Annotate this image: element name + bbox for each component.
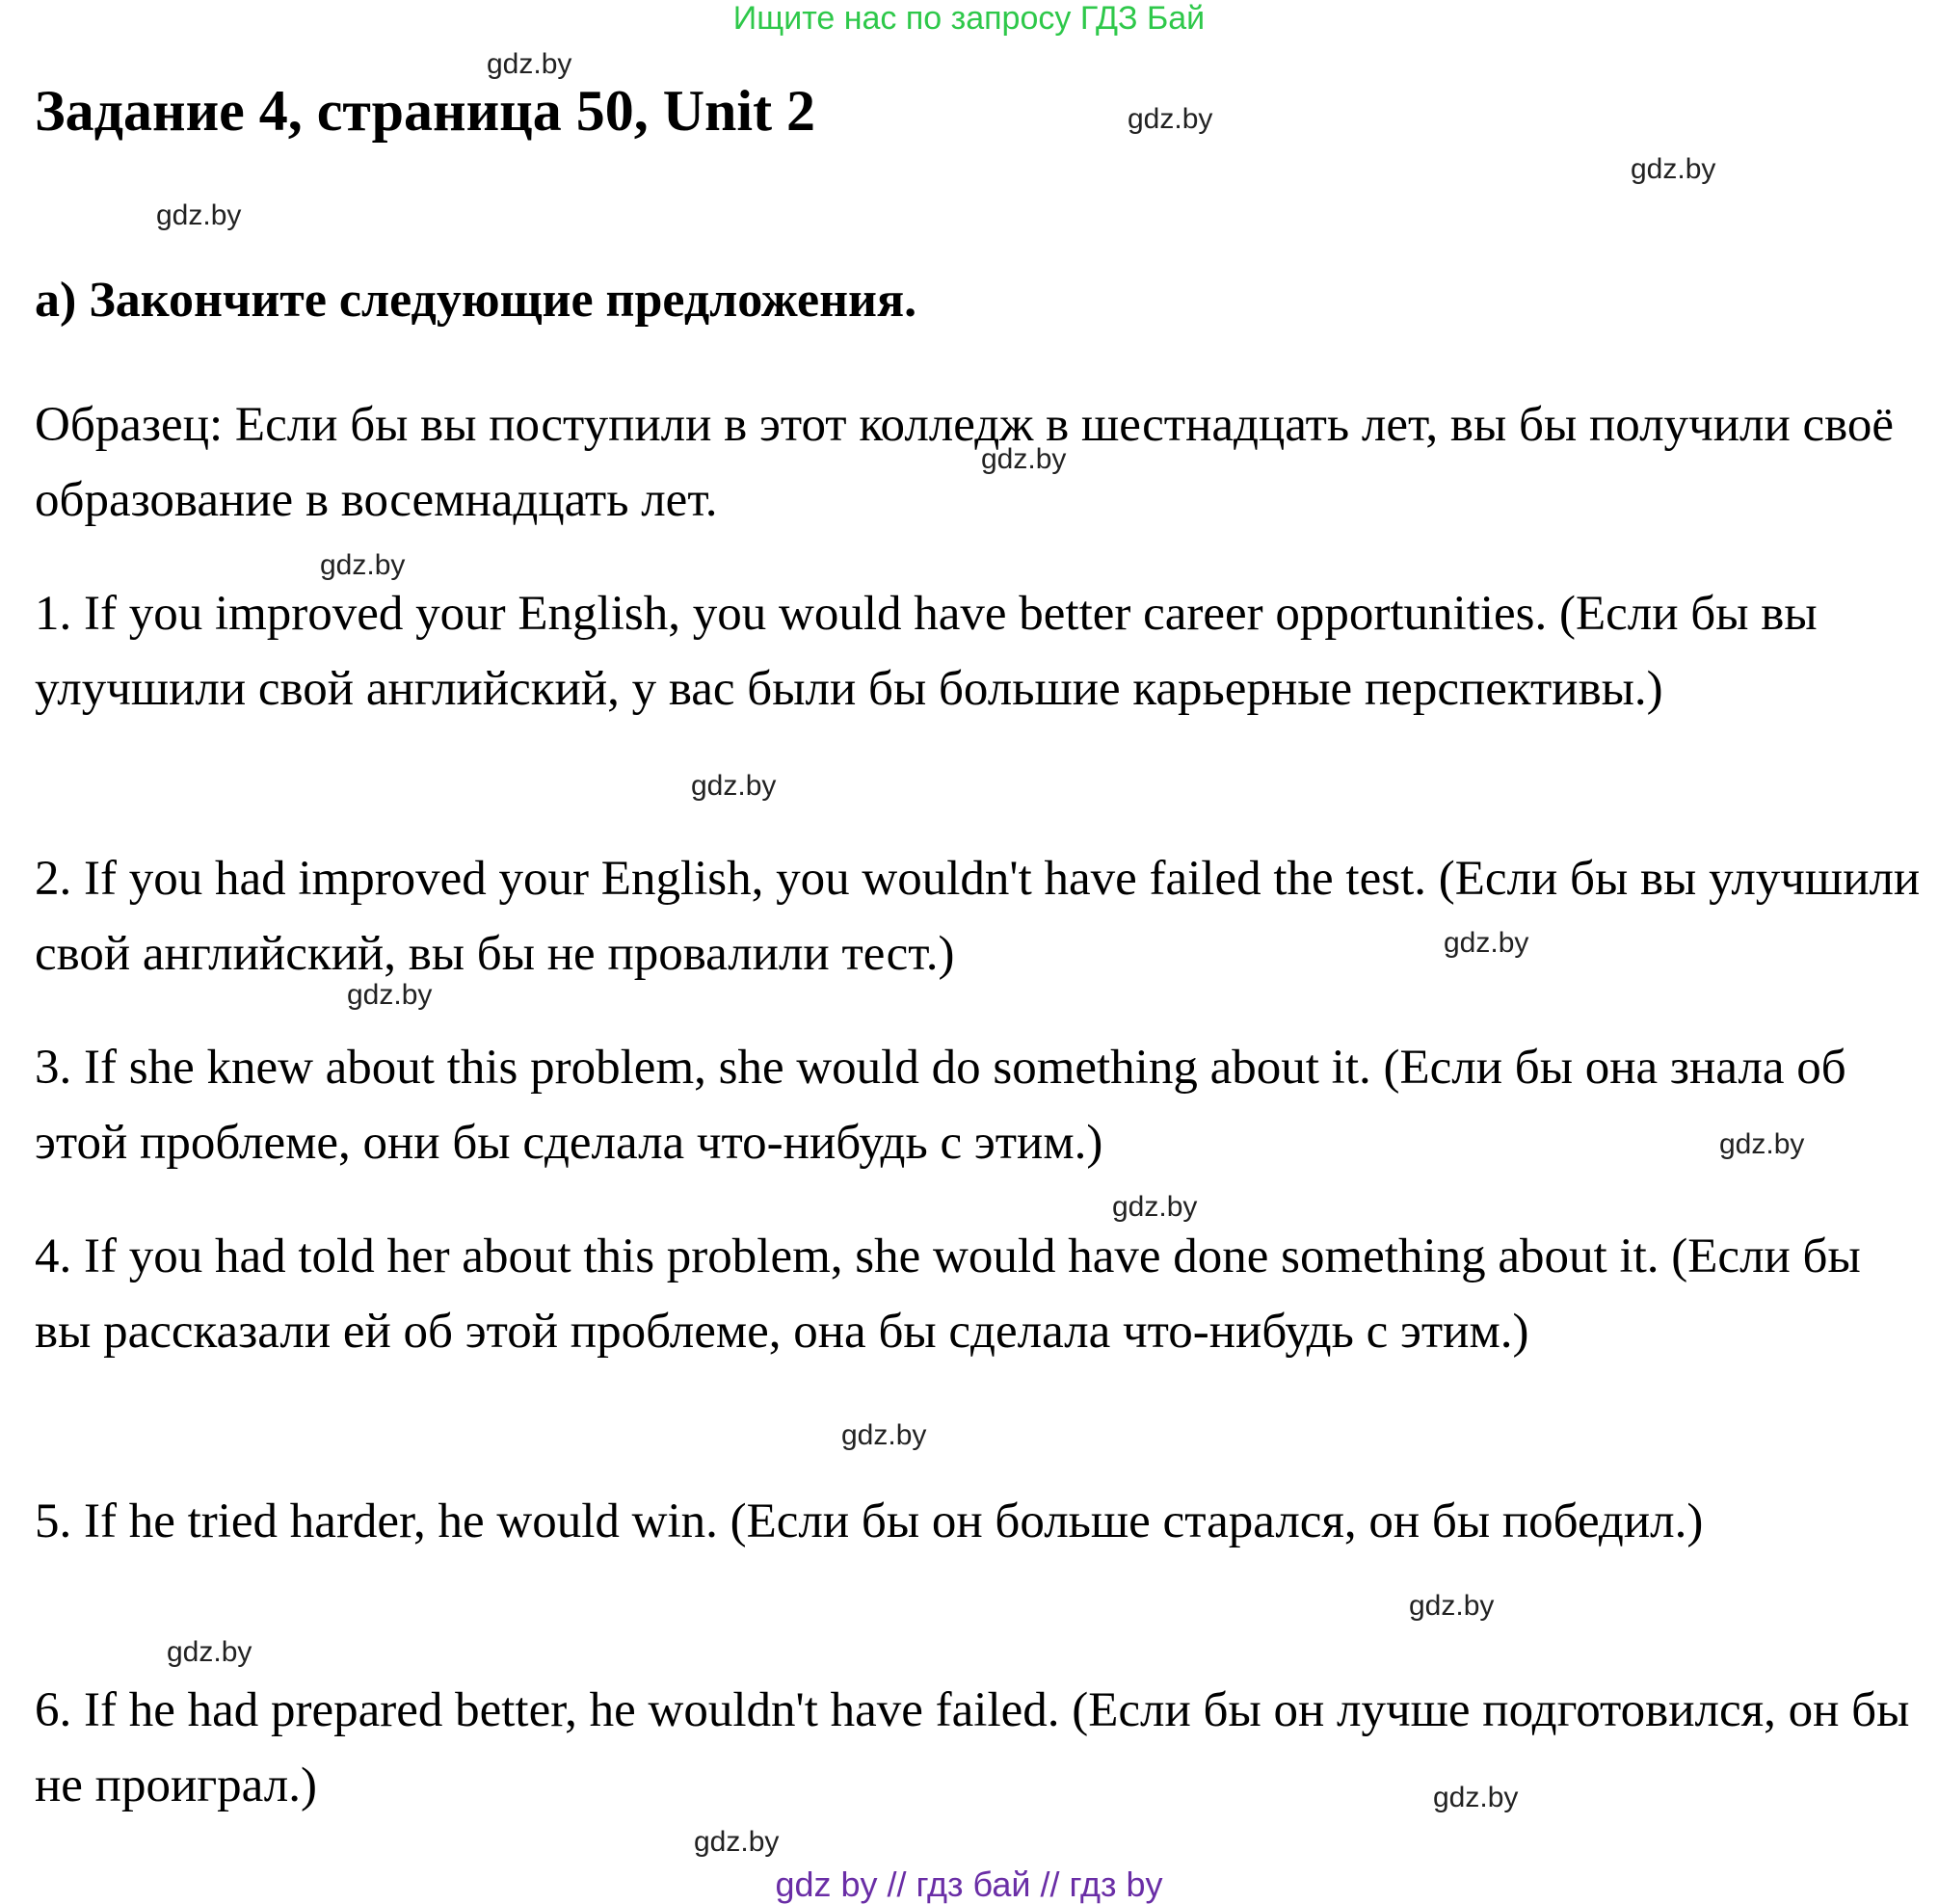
answer-item-6: 6. If he had prepared better, he wouldn't have failed. (Если бы он лучше подготовился, он бы не проиграл.) [35, 1683, 1910, 1812]
watermark: gdz.by [1128, 103, 1213, 135]
watermark: gdz.by [156, 199, 242, 231]
task-instruction: а) Закончите следующие предложения. [35, 273, 917, 328]
watermark: gdz.by [1631, 153, 1716, 185]
answer-item-5: 5. If he tried harder, he would win. (Если бы он больше старался, он бы победил.) [35, 1494, 1704, 1548]
answer-item-1: 1. If you improved your English, you would have better career opportunities. (Если бы вы улучшили свой английский, у вас были бы большие карьерные перспективы.) [35, 587, 1818, 716]
watermark: gdz.by [1444, 927, 1529, 959]
answer-item-3: 3. If she knew about this problem, she would do something about it. (Если бы она знала об этой проблеме, они бы сделала что-нибудь с этим.) [35, 1041, 1846, 1170]
page-title: Задание 4, страница 50, Unit 2 [35, 79, 816, 143]
answer-item-2: 2. If you had improved your English, you wouldn't have failed the test. (Если бы вы улучшили свой английский, вы бы не провалили тест.) [35, 852, 1921, 981]
watermark: gdz.by [981, 443, 1067, 475]
footer-links: gdz by // гдз бай // гдз by [775, 1864, 1163, 1904]
watermark: gdz.by [167, 1636, 252, 1668]
sample-sentence: Образец: Если бы вы поступили в этот колледж в шестнадцать лет, вы бы получили своё образование в восемнадцать лет. [35, 398, 1894, 527]
watermark: gdz.by [1719, 1128, 1805, 1160]
watermark: gdz.by [1433, 1782, 1519, 1813]
watermark: gdz.by [487, 48, 572, 80]
watermark: gdz.by [320, 549, 406, 581]
watermark: gdz.by [694, 1826, 780, 1858]
watermark: gdz.by [1409, 1590, 1495, 1622]
watermark: gdz.by [347, 979, 433, 1011]
search-banner: Ищите нас по запросу ГДЗ Бай [732, 0, 1206, 37]
answer-item-4: 4. If you had told her about this problem, she would have done something about it. (Если бы вы рассказали ей об этой проблеме, она бы сделала что-нибудь с этим.) [35, 1230, 1861, 1359]
watermark: gdz.by [841, 1419, 927, 1451]
watermark: gdz.by [691, 770, 777, 802]
watermark: gdz.by [1112, 1191, 1198, 1223]
